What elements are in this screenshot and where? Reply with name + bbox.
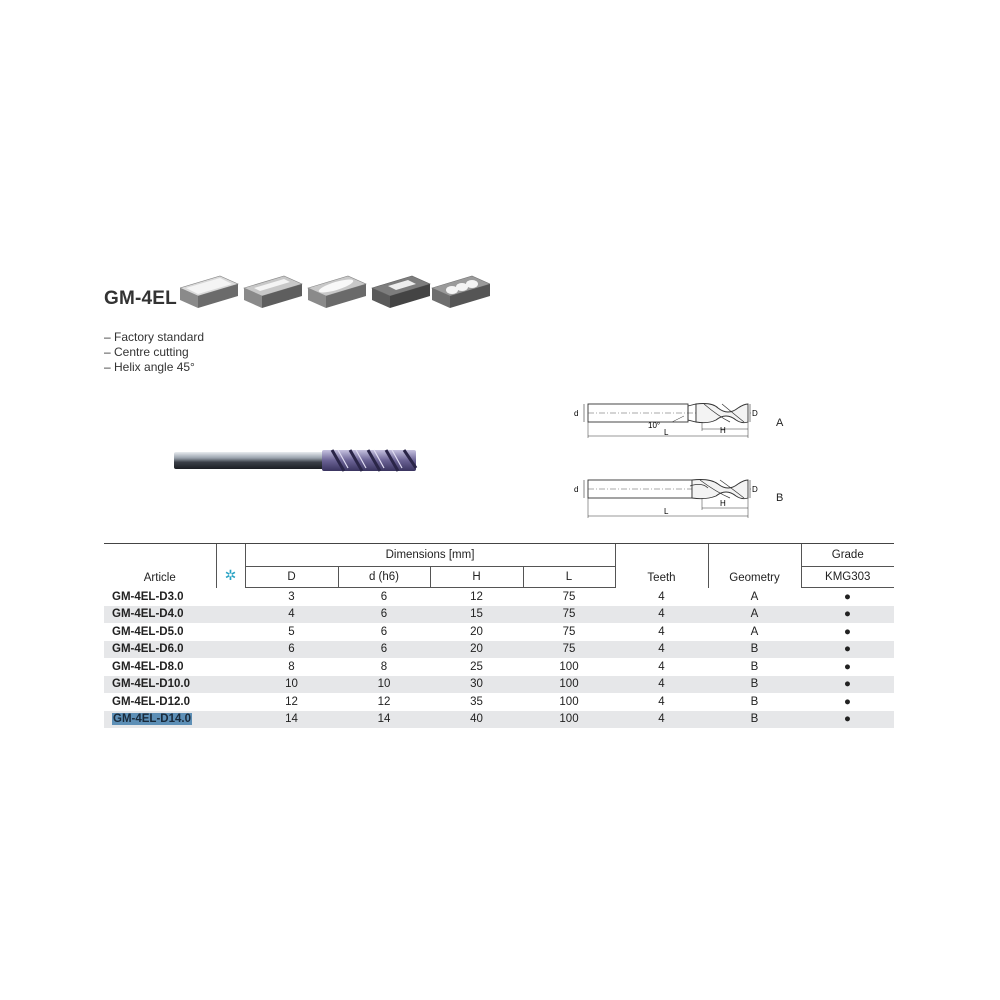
dim-D-label: D: [752, 485, 758, 494]
article-cell: GM-4EL-D10.0: [104, 676, 216, 694]
cell-geometry: B: [708, 711, 801, 729]
col-article: Article: [104, 544, 216, 588]
cell-d: 6: [380, 625, 388, 638]
cell-H: 30: [430, 676, 523, 694]
cell-d: 12: [377, 695, 391, 708]
cell-L: 100: [559, 660, 579, 673]
article-cell[interactable]: [104, 711, 216, 729]
dim-L-label: L: [664, 507, 669, 516]
cell-H: 20: [470, 625, 483, 638]
diagram-geometry-b: [572, 474, 792, 522]
product-title: GM-4EL: [104, 288, 177, 309]
cell-d: 6: [338, 641, 430, 659]
cell-teeth: 4: [658, 625, 665, 638]
table-row: [104, 676, 894, 694]
cell-L: 100: [523, 676, 615, 694]
table-row: [104, 641, 894, 659]
cell-grade: ●: [801, 606, 894, 624]
article-cell: GM-4EL-D12.0: [112, 695, 190, 708]
col-grade: Grade: [801, 544, 894, 567]
cell-geometry: A: [750, 590, 759, 603]
dim-D-label: D: [752, 409, 758, 418]
cell-geometry: B: [750, 695, 759, 708]
cell-teeth: 4: [615, 676, 708, 694]
block-pocket-milling-icon: [372, 276, 430, 308]
cell-geometry: A: [750, 625, 759, 638]
cell-teeth: 4: [615, 641, 708, 659]
cell-L: 75: [523, 641, 615, 659]
article-cell: GM-4EL-D8.0: [112, 660, 184, 673]
block-copy-milling-icon: [432, 276, 490, 308]
cell-L: 100: [523, 711, 615, 729]
feature-item: – Helix angle 45°: [104, 360, 195, 374]
table-row: [104, 693, 894, 711]
cell-d: 14: [338, 711, 430, 729]
cell-H: 40: [430, 711, 523, 729]
geometry-a-label: A: [776, 417, 784, 429]
col-group-dimensions: Dimensions [mm]: [245, 544, 615, 567]
cell-grade: ●: [844, 660, 851, 673]
cell-grade: ●: [844, 695, 851, 708]
dim-d-label: d: [574, 485, 579, 494]
cell-L: 75: [523, 606, 615, 624]
cell-geometry: B: [708, 676, 801, 694]
dim-d-label: d: [574, 409, 579, 418]
cell-d: 6: [380, 590, 388, 603]
block-face-milling-icon: [180, 276, 238, 308]
cell-D: 3: [288, 590, 295, 603]
cell-d: 10: [338, 676, 430, 694]
table-row: [104, 658, 894, 676]
col-L: L: [523, 567, 615, 588]
col-geometry: Geometry: [708, 544, 801, 588]
selected-text[interactable]: GM-4EL-D14.0: [113, 713, 191, 726]
cell-H: 25: [470, 660, 483, 673]
operation-icons: [180, 266, 490, 310]
feature-list: [104, 330, 204, 375]
cell-geometry: B: [708, 641, 801, 659]
cell-L: 100: [559, 695, 579, 708]
col-teeth: Teeth: [615, 544, 708, 588]
cell-H: 12: [470, 590, 483, 603]
cell-D: 14: [245, 711, 338, 729]
cell-D: 12: [285, 695, 298, 708]
cell-grade: ●: [844, 590, 851, 603]
col-d: d (h6): [338, 567, 430, 588]
table-row: [104, 623, 894, 641]
cell-grade: ●: [801, 711, 894, 729]
cell-teeth: 4: [658, 695, 665, 708]
diagram-geometry-a: [572, 396, 792, 444]
cell-geometry: A: [708, 606, 801, 624]
dim-H-label: H: [720, 426, 726, 435]
article-cell: GM-4EL-D6.0: [104, 641, 216, 659]
article-cell: GM-4EL-D4.0: [104, 606, 216, 624]
block-slot-milling-icon: [244, 276, 302, 308]
cell-D: 8: [288, 660, 295, 673]
feature-item: – Centre cutting: [104, 345, 189, 359]
cell-grade: ●: [844, 625, 851, 638]
end-mill-photo: [172, 440, 420, 480]
cell-H: 15: [430, 606, 523, 624]
cell-L: 75: [562, 625, 576, 638]
col-grade-name: KMG303: [801, 567, 894, 588]
col-coolant: [216, 544, 245, 588]
block-groove-milling-icon: [308, 276, 366, 308]
col-D: D: [245, 567, 338, 588]
cell-teeth: 4: [615, 711, 708, 729]
cell-L: 75: [562, 590, 576, 603]
cell-H: 20: [430, 641, 523, 659]
col-H: H: [430, 567, 523, 588]
cell-d: 8: [380, 660, 388, 673]
cell-D: 5: [288, 625, 295, 638]
cell-D: 4: [245, 606, 338, 624]
cell-teeth: 4: [615, 606, 708, 624]
cell-D: 10: [245, 676, 338, 694]
cell-H: 35: [470, 695, 483, 708]
dim-H-label: H: [720, 499, 726, 508]
article-cell: GM-4EL-D5.0: [112, 625, 184, 638]
cell-teeth: 4: [658, 590, 665, 603]
cell-d: 6: [338, 606, 430, 624]
cell-grade: ●: [801, 641, 894, 659]
spec-table: [104, 543, 894, 728]
cell-grade: ●: [801, 676, 894, 694]
feature-item: – Factory standard: [104, 330, 205, 344]
cell-teeth: 4: [658, 660, 665, 673]
table-row: [104, 606, 894, 624]
geometry-b-label: B: [776, 492, 784, 504]
table-row: [104, 588, 894, 606]
table-row-selected: [104, 711, 894, 729]
snowflake-icon: ✲: [224, 566, 237, 583]
angle-label: 10°: [648, 421, 661, 430]
dim-L-label: L: [664, 428, 669, 437]
cell-geometry: B: [750, 660, 759, 673]
article-cell: GM-4EL-D3.0: [112, 590, 184, 603]
cell-D: 6: [245, 641, 338, 659]
